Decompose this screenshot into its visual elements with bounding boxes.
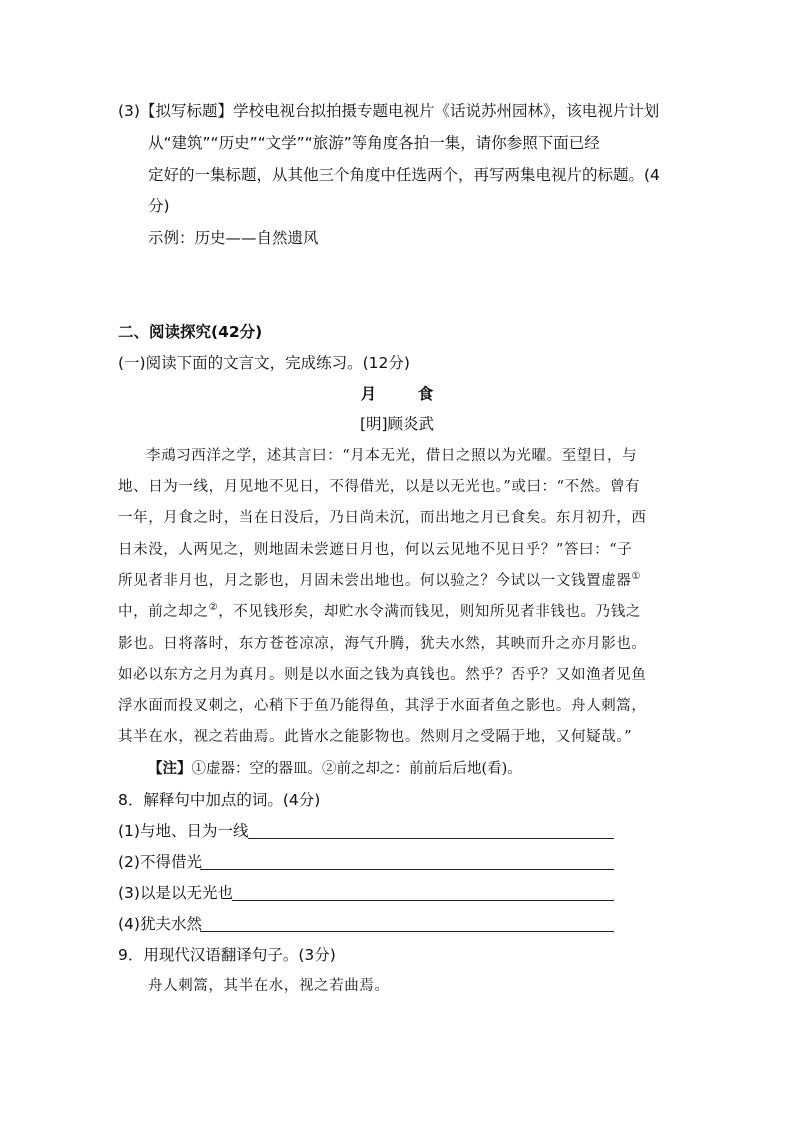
passage-author: [明]顾炎武 xyxy=(359,415,435,433)
passage-title: 月 食 xyxy=(360,385,452,403)
section-heading: 二、阅读探究(42分) xyxy=(118,323,263,341)
passage-line-1: 李䲮习西洋之学，述其言曰：“月本无光，借日之照以为光曜。至望日，与 xyxy=(146,448,638,464)
section-subheading: (一)阅读下面的文言文，完成练习。(12分) xyxy=(118,354,410,372)
q3-line-2: 从“建筑”“历史”“文学”“旅游”等角度各拍一集，请你参照下面已经 xyxy=(148,134,600,152)
passage-line-9: 浮水面而投叉刺之，心稍下于鱼乃能得鱼，其浮于水面者鱼之影也。舟人刺篙， xyxy=(118,698,647,714)
q8-answer-line-3[interactable] xyxy=(232,900,614,901)
passage-line-5: 所见者非月也，月之影也，月固未尝出地也。何以验之？今试以一文钱置虚器① xyxy=(118,571,641,589)
q8-answer-line-2[interactable] xyxy=(200,869,614,870)
passage-line-3: 一年，月食之时，当在日没后，乃日尚未沉，而出地之月已食矣。东月初升，西 xyxy=(118,510,647,526)
q8-item-3: (3)以是以无光也 xyxy=(118,884,233,902)
q9-sentence: 舟人刺篙，其半在水，视之若曲焉。 xyxy=(148,978,390,994)
q8-item-4: (4)犹夫水然 xyxy=(118,915,202,933)
passage-line-2: 地、日为一线，月见地不见日，不得借光，以是以无光也。”或曰：“不然。曾有 xyxy=(118,479,641,495)
q8-answer-line-4[interactable] xyxy=(200,931,614,932)
q9-heading: 9．用现代汉语翻译句子。(3分) xyxy=(118,946,336,964)
q3-example: 示例：历史——自然遗风 xyxy=(148,229,319,247)
passage-line-4: 日未没，人两见之，则地固未尝遮日月也，何以云见地不见日乎？”答曰：“子 xyxy=(118,542,633,558)
q8-heading: 8．解释句中加点的词。(4分) xyxy=(118,791,321,809)
passage-line-6: 中，前之却之②，不见钱形矣，却贮水令满而钱见，则知所见者非钱也。乃钱之 xyxy=(118,602,641,620)
footnote-mark-1: ① xyxy=(631,571,641,583)
q8-item-1: (1)与地、日为一线 xyxy=(118,822,249,840)
q3-line-4: 分) xyxy=(148,197,170,215)
passage-note: 【注】①虚器：空的器皿。②前之却之：前前后后地(看)。 xyxy=(148,761,522,777)
passage-line-7: 影也。日将落时，东方苍苍凉凉，海气升腾，犹夫水然，其映而升之亦月影也。 xyxy=(118,636,647,652)
footnote-mark-2: ② xyxy=(208,602,219,614)
passage-line-8: 如必以东方之月为真月。则是以水面之钱为真钱也。然乎？否乎？又如渔者见鱼 xyxy=(118,667,647,683)
q3-line-3: 定好的一集标题，从其他三个角度中任选两个，再写两集电视片的标题。(4 xyxy=(148,166,660,184)
q3-line-1: (3)【拟写标题】学校电视台拟拍摄专题电视片《话说苏州园林》，该电视片计划 xyxy=(118,102,660,120)
q8-item-2: (2)不得借光 xyxy=(118,853,202,871)
q8-answer-line-1[interactable] xyxy=(248,838,614,839)
passage-line-10: 其半在水，视之若曲焉。此皆水之能影物也。然则月之受隔于地，又何疑哉。” xyxy=(118,729,633,745)
